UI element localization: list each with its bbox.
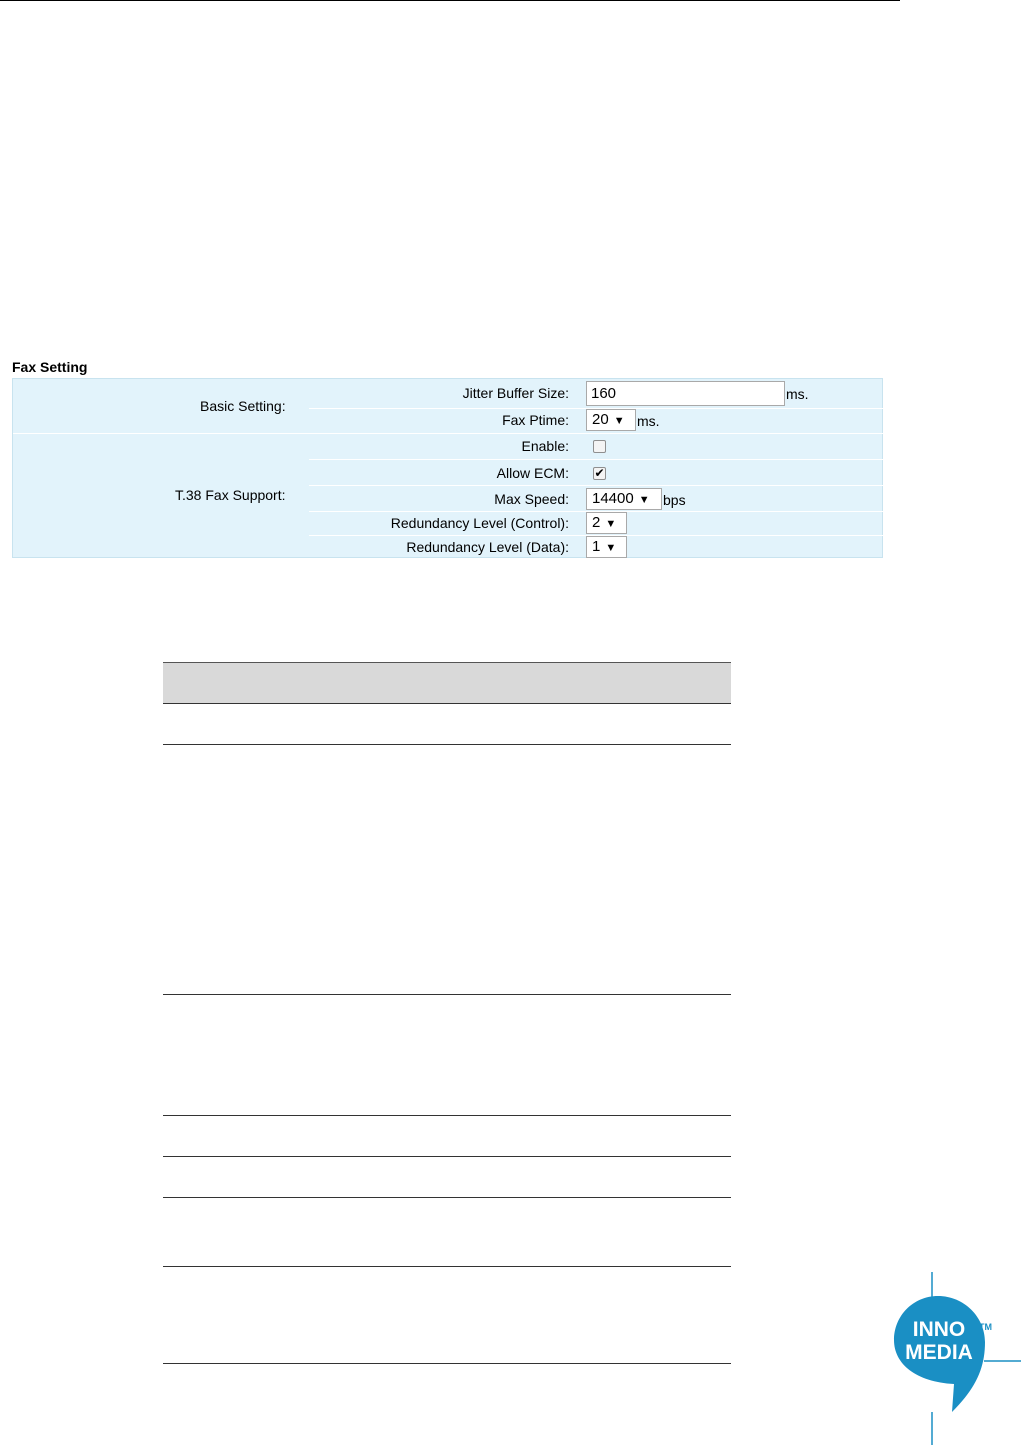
allow-ecm-checkbox[interactable] [593,467,606,480]
group-divider [13,433,884,434]
max-speed-unit: bps [663,492,686,508]
t38-fax-support-label: T.38 Fax Support: [175,487,286,503]
redundancy-control-label: Redundancy Level (Control): [390,515,569,531]
chevron-down-icon: ▼ [605,542,617,554]
fax-ptime-select[interactable] [586,409,636,431]
t38-enable-label: Enable: [521,438,569,454]
redundancy-control-select[interactable] [586,512,627,534]
fax-ptime-unit: ms. [637,413,660,429]
table-row-divider [163,744,731,745]
row-divider [309,485,884,486]
max-speed-value: 14400 [592,490,634,507]
checkmark-icon: ✔ [594,466,605,480]
redundancy-data-select[interactable] [586,536,627,558]
basic-setting-label: Basic Setting: [200,398,286,414]
jitter-buffer-size-input[interactable] [586,381,785,406]
table-row-divider [163,703,731,704]
fax-setting-panel [12,378,883,558]
max-speed-label: Max Speed: [494,491,569,507]
t38-enable-checkbox[interactable] [593,440,606,453]
chevron-down-icon: ▼ [638,494,650,506]
redundancy-data-value: 1 [592,538,601,555]
allow-ecm-label: Allow ECM: [496,465,569,481]
page-top-rule [0,0,900,1]
jitter-buffer-size-label: Jitter Buffer Size: [462,385,569,401]
table-header [163,662,731,703]
logo-line1: INNO [912,1318,966,1341]
table-row-divider [163,1156,731,1157]
table-row-divider [163,994,731,995]
max-speed-select[interactable] [586,488,662,510]
fax-ptime-label: Fax Ptime: [502,412,569,428]
logo-trademark: TM [979,1322,992,1332]
innomedia-logo [888,1272,1021,1445]
table-row-divider [163,1266,731,1267]
logo-line2: MEDIA [905,1341,973,1364]
table-row-divider [163,1115,731,1116]
redundancy-control-value: 2 [592,514,601,531]
table-row-divider [163,1363,731,1364]
fax-ptime-value: 20 [592,411,609,428]
redundancy-data-label: Redundancy Level (Data): [406,539,569,555]
jitter-buffer-unit: ms. [786,386,809,402]
chevron-down-icon: ▼ [613,415,625,427]
table-row-divider [163,1197,731,1198]
fax-setting-title: Fax Setting [12,359,88,375]
row-divider [309,459,884,460]
chevron-down-icon: ▼ [605,518,617,530]
